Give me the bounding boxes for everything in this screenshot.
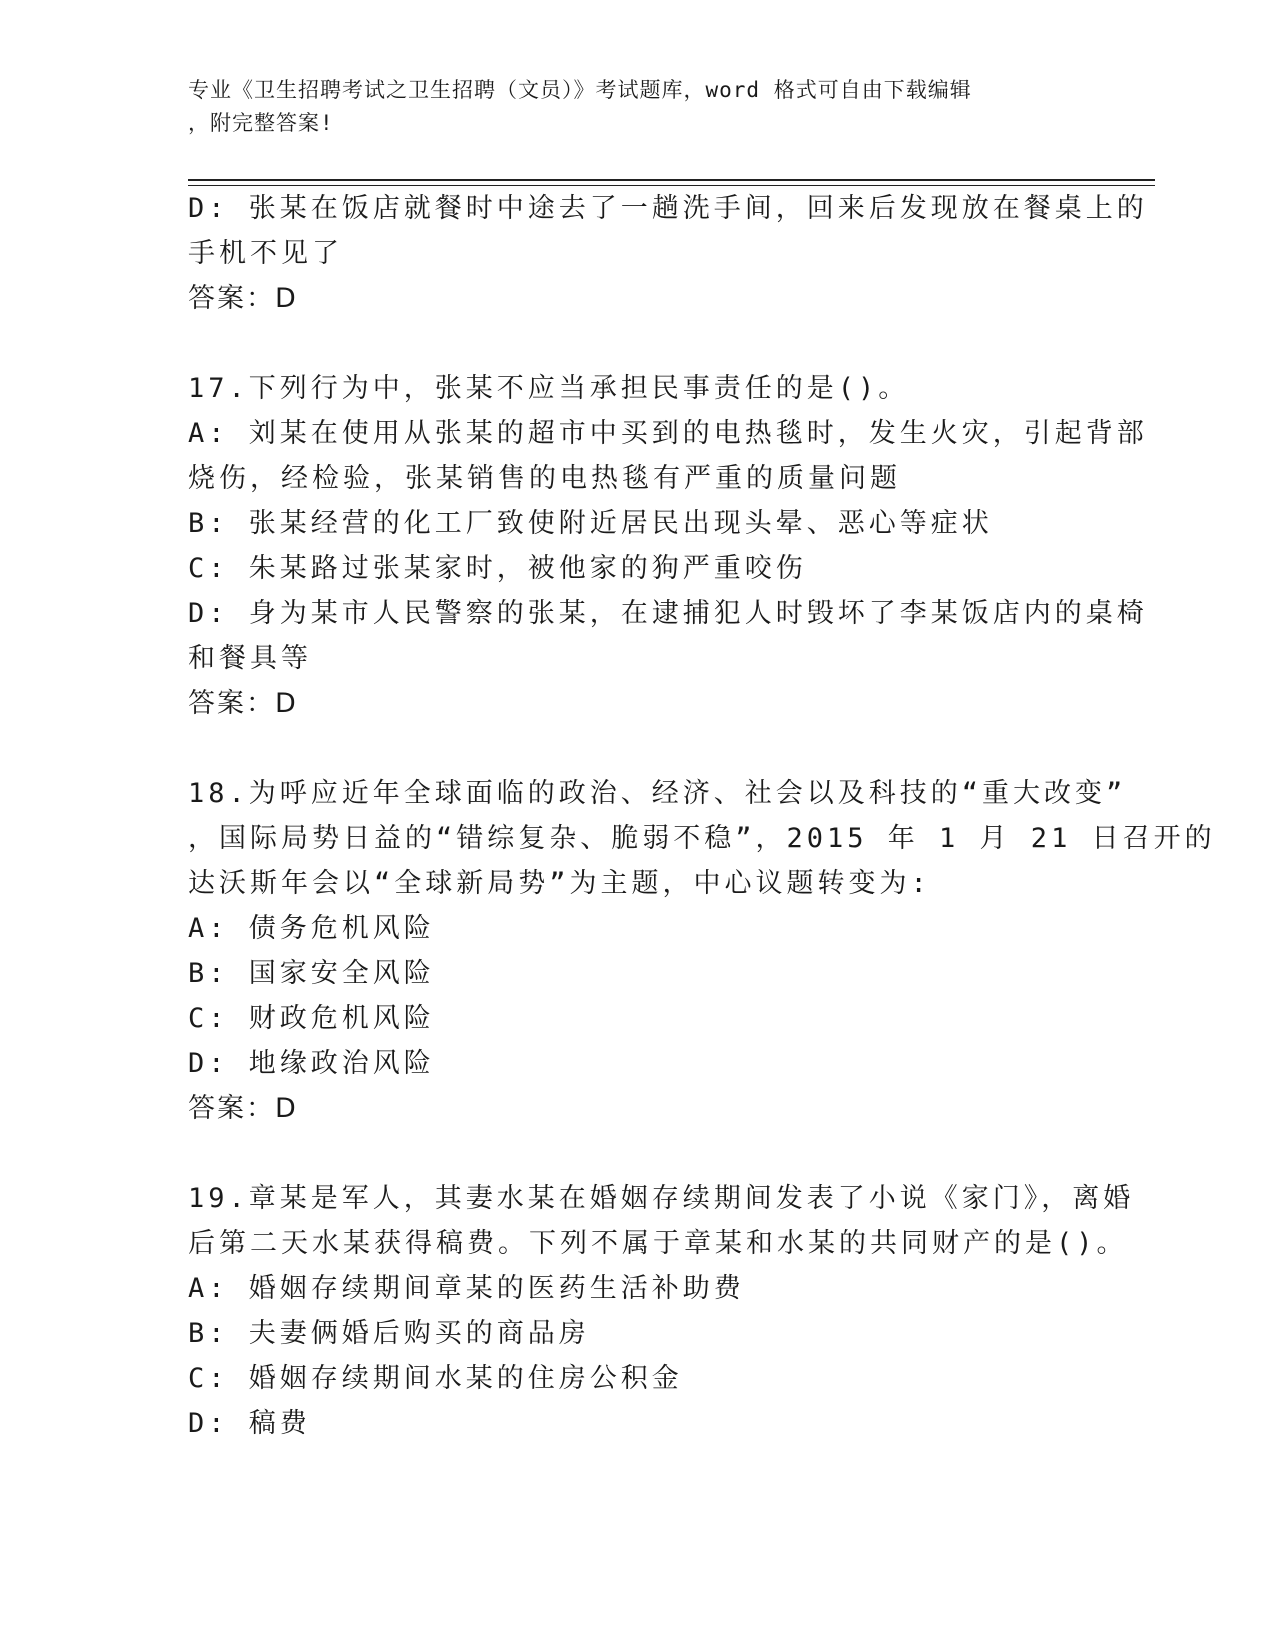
header-rule-thick xyxy=(188,179,1155,181)
q18-question-line-2: ，国际局势日益的“错综复杂、脆弱不稳”，2015 年 1 月 21 日召开的 xyxy=(188,823,1216,854)
q19-option-c: C: 婚姻存续期间水某的住房公积金 xyxy=(188,1363,683,1394)
q16-option-d-line-1: D: 张某在饭店就餐时中途去了一趟洗手间，回来后发现放在餐桌上的 xyxy=(188,193,1148,224)
q17-option-d-line-1: D: 身为某市人民警察的张某，在逮捕犯人时毁坏了李某饭店内的桌椅 xyxy=(188,598,1148,629)
q18-answer: 答案：D xyxy=(188,1093,298,1124)
q18-question-line-3: 达沃斯年会以“全球新局势”为主题，中心议题转变为: xyxy=(188,868,931,899)
q18-question-line-1: 18.为呼应近年全球面临的政治、经济、社会以及科技的“重大改变” xyxy=(188,778,1127,809)
q17-option-a-line-1: A: 刘某在使用从张某的超市中买到的电热毯时，发生火灾，引起背部 xyxy=(188,418,1148,449)
q19-option-b: B: 夫妻俩婚后购买的商品房 xyxy=(188,1318,590,1349)
q17-option-c: C: 朱某路过张某家时，被他家的狗严重咬伤 xyxy=(188,553,807,584)
spacer xyxy=(188,321,1088,366)
q19-option-a: A: 婚姻存续期间章某的医药生活补助费 xyxy=(188,1273,745,1304)
question-content xyxy=(188,186,1216,1446)
q19-option-d: D: 稿费 xyxy=(188,1408,311,1439)
header-line-1: 专业《卫生招聘考试之卫生招聘（文员）》考试题库，word 格式可自由下载编辑 xyxy=(188,78,972,102)
q17-option-b: B: 张某经营的化工厂致使附近居民出现头晕、恶心等症状 xyxy=(188,508,993,539)
q17-option-a-line-2: 烧伤，经检验，张某销售的电热毯有严重的质量问题 xyxy=(188,463,901,494)
q18-option-b: B: 国家安全风险 xyxy=(188,958,435,989)
q19-question-line-2: 后第二天水某获得稿费。下列不属于章某和水某的共同财产的是()。 xyxy=(188,1228,1128,1259)
q18-option-c: C: 财政危机风险 xyxy=(188,1003,435,1034)
q19-question-line-1: 19.章某是军人，其妻水某在婚姻存续期间发表了小说《家门》，离婚 xyxy=(188,1183,1135,1214)
question-19 xyxy=(188,1176,1135,1446)
question-16-fragment xyxy=(188,186,1148,321)
spacer xyxy=(188,726,1088,771)
q18-option-d: D: 地缘政治风险 xyxy=(188,1048,435,1079)
document-header xyxy=(188,74,1088,140)
q16-answer: 答案：D xyxy=(188,283,298,314)
q16-option-d-line-2: 手机不见了 xyxy=(188,238,343,269)
q17-answer: 答案：D xyxy=(188,688,298,719)
question-18 xyxy=(188,771,1216,1131)
question-17 xyxy=(188,366,1148,726)
q17-option-d-line-2: 和餐具等 xyxy=(188,643,312,674)
header-line-2: ，附完整答案! xyxy=(188,111,334,135)
q18-option-a: A: 债务危机风险 xyxy=(188,913,435,944)
spacer xyxy=(188,1131,1088,1176)
q17-question: 17.下列行为中，张某不应当承担民事责任的是()。 xyxy=(188,373,910,404)
